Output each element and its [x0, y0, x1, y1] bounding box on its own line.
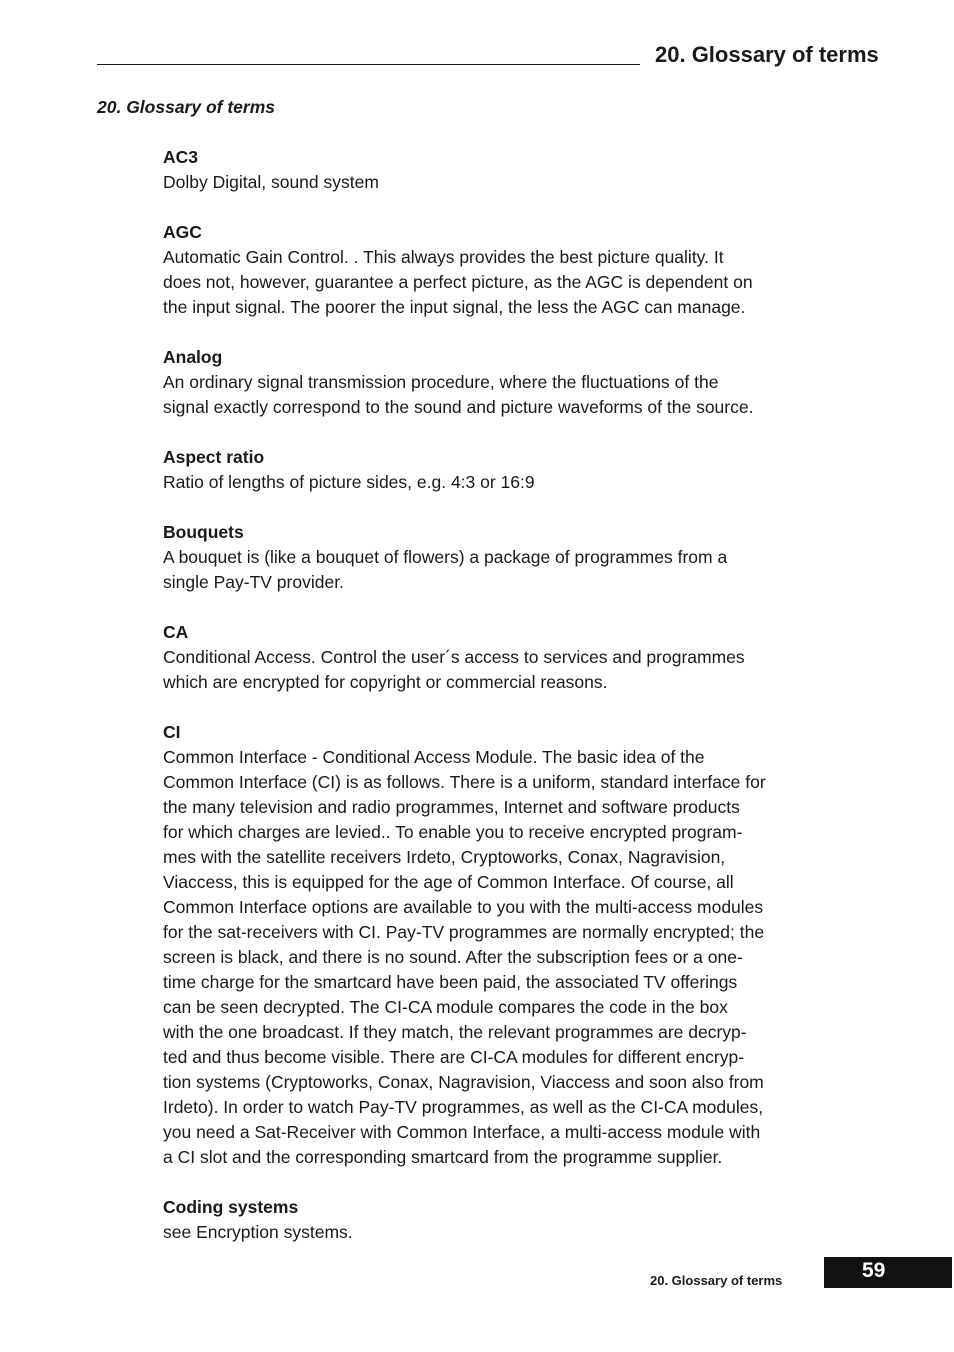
glossary-term: AGC [163, 222, 202, 242]
page-number-badge [824, 1257, 952, 1288]
glossary-term: CA [163, 622, 189, 642]
glossary-entry [163, 445, 828, 495]
glossary-definition: Conditional Access. Control the user´s access to services and programmes which are encrypted for copyright or commercial reasons. [163, 647, 745, 692]
glossary-definition: Common Interface - Conditional Access Module. The basic idea of the Common Interface (CI) is as follows. There is a uniform, standard interface for the many television and radio programmes, Internet and software products for which charges are levied.. To enable you to receive encrypted program- mes with the satellite receivers Irdeto, Cryptoworks, Conax, Nagravision, Viaccess, this is equipped for the age of Common Interface. Of course, all Common Interface options are available to you with the multi-access modules for the sat-receivers with CI. Pay-TV programmes are normally encrypted; the screen is black, and there is no sound. After the subscription fees or a one- time charge for the smartcard have been paid, the associated TV offerings can be seen decrypted. The CI-CA module compares the code in the box with the one broadcast. If they match, the relevant programmes are decryp- ted and thus become visible. There are CI-CA modules for different encryp- tion systems (Cryptoworks, Conax, Nagravision, Viaccess and soon also from Irdeto). In order to watch Pay-TV programmes, as well as the CI-CA modules, you need a Sat-Receiver with Common Interface, a multi-access module with a CI slot and the corresponding smartcard from the programme supplier. [163, 747, 766, 1167]
glossary-definition: A bouquet is (like a bouquet of flowers) a package of programmes from a single Pay-TV provider. [163, 547, 728, 592]
glossary-entry [163, 1195, 828, 1245]
glossary-entry [163, 620, 828, 695]
chapter-header-title: 20. Glossary of terms [655, 42, 879, 67]
glossary-entry [163, 345, 828, 420]
glossary-definition: An ordinary signal transmission procedure, where the fluctuations of the signal exactly correspond to the sound and picture waveforms of the source. [163, 372, 754, 417]
glossary-entry [163, 220, 828, 320]
glossary-definition: Ratio of lengths of picture sides, e.g. 4:3 or 16:9 [163, 472, 535, 492]
section-title: 20. Glossary of terms [97, 97, 275, 117]
glossary-term: Coding systems [163, 1197, 299, 1217]
glossary-list [163, 145, 828, 1270]
glossary-entry [163, 720, 828, 1170]
glossary-term: Aspect ratio [163, 447, 265, 467]
glossary-definition: Dolby Digital, sound system [163, 172, 379, 192]
glossary-entry [163, 145, 828, 195]
glossary-term: AC3 [163, 147, 199, 167]
header-rule [97, 64, 640, 65]
glossary-entry [163, 520, 828, 595]
footer-chapter-label: 20. Glossary of terms [650, 1273, 783, 1288]
page-number: 59 [862, 1259, 886, 1282]
glossary-definition: see Encryption systems. [163, 1222, 353, 1242]
glossary-definition: Automatic Gain Control. . This always provides the best picture quality. It does not, however, guarantee a perfect picture, as the AGC is dependent on the input signal. The poorer the input signal, the less the AGC can manage. [163, 247, 753, 317]
glossary-term: CI [163, 722, 181, 742]
glossary-term: Bouquets [163, 522, 244, 542]
glossary-term: Analog [163, 347, 223, 367]
